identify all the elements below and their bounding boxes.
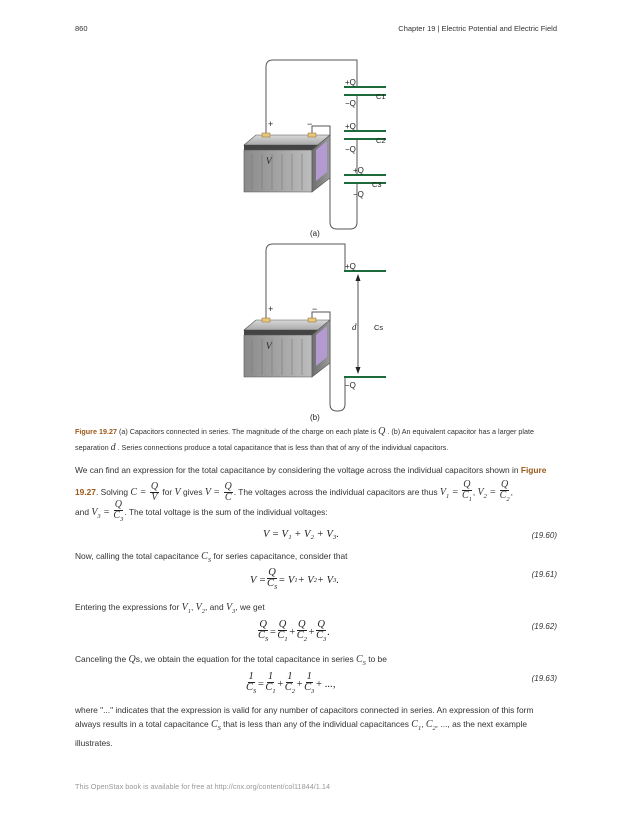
battery-minus-a: − (307, 119, 313, 129)
figure-caption: Figure 19.27 (a) Capacitors connected in series. The magnitude of the charge on each plate is Q . (b) An equivalent capacitor has a larger plate separation d . Series connections produce a total capacitance that is less than that of any of the individual capacitors. (75, 426, 534, 453)
plate-label-a3: +Q (345, 122, 356, 131)
equation-number: (19.60) (531, 531, 557, 540)
equation-number: (19.62) (531, 622, 557, 631)
paragraph-2: and $V_3$ = $\frac{Q}{C_3}$ . The total voltage is the sum of the individual voltages: (75, 499, 328, 523)
figure-label: Figure 19.27 (75, 427, 117, 436)
cap-label-c2: C2 (376, 136, 386, 145)
separation-d-label: d (352, 322, 357, 332)
paragraph-6: where "..." indicates that the expression is valid for any number of capacitors connected in series. An expression of this form always results in a total capacitance $C_S$ that is less than any of the individual capacitances $C_1$, $C_2$, ..., as the next example illustrates. (75, 705, 534, 748)
battery-plus-a: + (268, 119, 274, 129)
paragraph-5: Canceling the Qs, we obtain the equation for the total capacitance in series $C_S$ to be (75, 654, 387, 667)
cap-label-cs: Cs (374, 323, 384, 332)
plate-label-a4: −Q (345, 145, 356, 154)
battery-a (244, 133, 330, 192)
battery-minus-b: − (312, 304, 318, 314)
equation-19-61: V = $\frac{Q}{C_S}$ = V 1 + V 2 + V 3 . (19.61) (250, 567, 557, 592)
equation-body: V = V₁ + V₂ + V₃. (263, 529, 340, 540)
panel-label-b: (b) (310, 413, 320, 422)
figure-b (244, 244, 386, 411)
chapter-title: Chapter 19 | Electric Potential and Electric Field (398, 24, 557, 33)
plate-label-b-minus: −Q (345, 381, 356, 390)
cap-label-c3: C3 (372, 180, 382, 189)
page-footer: This OpenStax book is available for free at http://cnx.org/content/col11844/1.14 (75, 782, 331, 791)
equation-number: (19.61) (531, 570, 557, 579)
equation-19-63: $\frac{1}{C_S}$ = $\frac{1}{C_1}$ + $\frac{1}{C_2}$ + $\frac{1}{C_3}$ + ..., (19.63) (246, 671, 557, 696)
paragraph-1: We can find an expression for the total capacitance by considering the voltage across the individual capacitors shown in Figure 19.27. Solving C = $\frac{Q}{V}$ for V gives V = $\frac{Q}{C}$ . The voltages across the individual capacitors are thus $V_1$ = $\frac{Q}{C_1}$ , $V_2$ = $\frac{Q}{C_2}$ , (75, 465, 547, 503)
battery-v-b: V (266, 341, 272, 351)
paragraph-4: Entering the expressions for $V_1$, $V_2$, and $V_3$, we get (75, 602, 265, 615)
plate-label-a6: −Q (353, 190, 364, 199)
page-number: 860 (75, 24, 88, 33)
equation-19-62: $\frac{Q}{C_S}$ = $\frac{Q}{C_1}$ + $\frac{Q}{C_2}$ + $\frac{Q}{C_3}$ . (19.62) (258, 619, 557, 644)
plate-label-a5: +Q (353, 166, 364, 175)
panel-label-a: (a) (310, 229, 320, 238)
figure-link[interactable]: Figure 19.27 (75, 465, 547, 497)
battery-b (244, 318, 330, 377)
symbol-q: Q (378, 426, 386, 437)
paragraph-3: Now, calling the total capacitance $C_S$ for series capacitance, consider that (75, 551, 348, 564)
symbol-d: d (110, 442, 116, 453)
battery-plus-b: + (268, 304, 274, 314)
plate-label-a1: +Q (345, 78, 356, 87)
cap-label-c1: C1 (376, 92, 386, 101)
plate-label-a2: −Q (345, 99, 356, 108)
equation-number: (19.63) (531, 674, 557, 683)
plate-label-b-plus: +Q (345, 262, 356, 271)
figure-a (244, 60, 386, 229)
battery-v-a: V (266, 156, 272, 166)
